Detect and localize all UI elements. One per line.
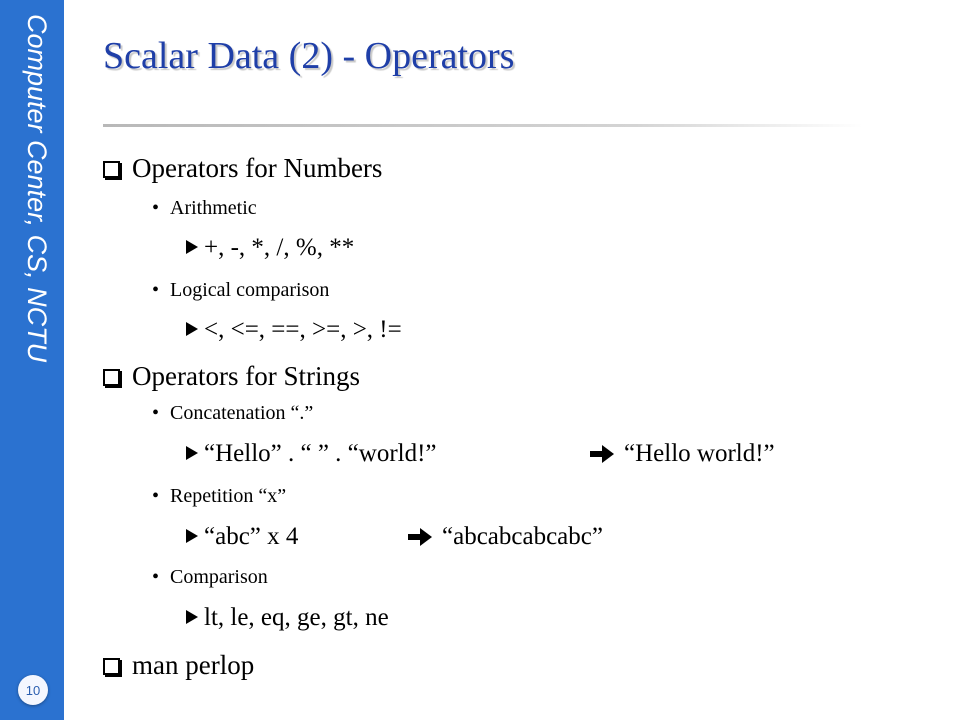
- arithmetic-ops-row: [186, 234, 354, 262]
- title-divider: [103, 124, 863, 127]
- checkbox-bullet-icon: [103, 369, 120, 386]
- repetition-example: “abc” x 4: [204, 523, 299, 550]
- man-heading: man perlop: [132, 650, 255, 680]
- concat-result-row: [590, 440, 775, 468]
- arrowhead-bullet-icon: [186, 240, 198, 254]
- repetition-example-row: [186, 523, 298, 551]
- repetition-row: [152, 485, 286, 508]
- strings-heading-row: [103, 361, 360, 392]
- sidebar-title: Computer Center, CS, NCTU: [22, 14, 52, 363]
- checkbox-bullet-icon: [103, 658, 120, 675]
- concat-row: [152, 402, 313, 425]
- checkbox-bullet-icon: [103, 161, 120, 178]
- arrowhead-bullet-icon: [186, 446, 198, 460]
- logical-ops-row: [186, 316, 402, 344]
- sidebar-title-container: [22, 14, 72, 434]
- concat-result: “Hello world!”: [624, 440, 775, 467]
- numbers-heading: Operators for Numbers: [132, 153, 383, 183]
- numbers-heading-row: [103, 153, 382, 184]
- concat-example-row: [186, 440, 437, 468]
- repetition-result: “abcabcabcabc”: [442, 523, 603, 550]
- logical-row: [152, 279, 329, 302]
- dot-bullet-icon: •: [152, 485, 160, 507]
- comparison-ops-row: [186, 604, 389, 632]
- arrowhead-bullet-icon: [186, 610, 198, 624]
- sidebar: [0, 0, 64, 720]
- comparison-ops: lt, le, eq, ge, gt, ne: [204, 604, 389, 631]
- arithmetic-row: [152, 197, 257, 220]
- page-number-badge: 10: [18, 675, 48, 705]
- slide-title: Scalar Data (2) - Operators: [103, 35, 515, 77]
- concat-example: “Hello” . “ ” . “world!”: [204, 440, 437, 467]
- right-arrow-icon: [590, 445, 614, 463]
- logical-ops: <, <=, ==, >=, >, !=: [204, 316, 402, 343]
- dot-bullet-icon: •: [152, 402, 160, 424]
- comparison-row: [152, 566, 268, 589]
- comparison-label: Comparison: [170, 566, 268, 588]
- arithmetic-label: Arithmetic: [170, 197, 257, 219]
- strings-heading: Operators for Strings: [132, 361, 360, 391]
- repetition-result-row: [408, 523, 603, 551]
- dot-bullet-icon: •: [152, 279, 160, 301]
- dot-bullet-icon: •: [152, 197, 160, 219]
- arithmetic-ops: +, -, *, /, %, **: [204, 234, 355, 261]
- logical-label: Logical comparison: [170, 279, 330, 301]
- repetition-label: Repetition “x”: [170, 485, 287, 507]
- man-heading-row: [103, 650, 254, 681]
- right-arrow-icon: [408, 528, 432, 546]
- arrowhead-bullet-icon: [186, 322, 198, 336]
- dot-bullet-icon: •: [152, 566, 160, 588]
- concat-label: Concatenation “.”: [170, 402, 314, 424]
- arrowhead-bullet-icon: [186, 529, 198, 543]
